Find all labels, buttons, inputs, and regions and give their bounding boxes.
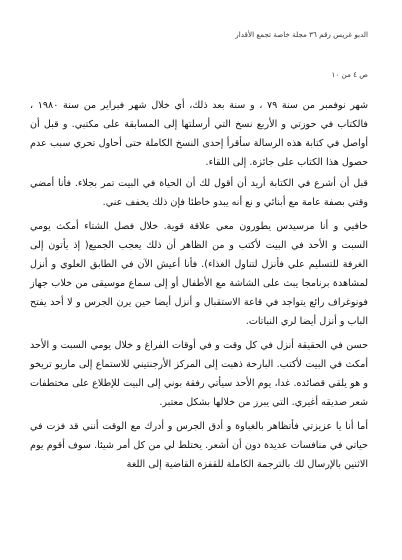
paragraph-2: قبل أن أشرع في الكتابة أريد أن أقول لك أن الحياة في البيت تمر بجلاء. فأنا أمضي وقتي بصفة عامة مع أبنائي و نع أنه يبدو خاطئا فإن ذلك يخفف عني.: [30, 178, 368, 208]
letter-body: [30, 96, 368, 474]
paragraph-4: حسن في الحقيقة أنزل في كل وقت و في أوقات الفراغ و خلال يومي السبت و الأحد أمكث في البيت لأكتب. البارحة ذهبت إلى المركز الأرجنتيني للاستماع إلى ماريو تريخو و هو يلقي قصائده. غدا، يوم الأحد سيأتي رفقة بوني إلى البيت للإطلاع على مختطفات شعر صديقه أغيري. التي يبرز من خلالها بشكل معتبر.: [30, 340, 368, 408]
paragraph-1: شهر نوفمبر من سنة ٧٩ ، و سنة بعد ذلك، أي خلال شهر فبراير من سنة ١٩٨٠ ، فالكتاب في حوزتي و الأربع نسخ التي أرسلتها إلى المسابقة على مكتبي. و قبل أن أواصل في كتابة هذه الرسالة سأقرأ إحدى النسخ الكاملة حتى أحاول تحري سبب عدم حصول هذا الكتاب على جائزة. إلى اللقاء.: [30, 100, 368, 168]
page-number: ص ٤ من ١٠: [331, 70, 368, 79]
running-header: الدبو غريس رقم ٣٦ مجلة خاصة تجمع الأقدار: [235, 30, 368, 39]
paragraph-5: أما أنا يا عزيزتي فأتظاهر بالغباوة و أدق الجرس و أدرك مع الوقت أنني قد فزت في حياتي في منافسات عديدة دون أن أشعر. يختلط لي من كل أمر شيئا. سوف أقوم يوم الاثنين بالإرسال لك بالترجمة الكاملة للقفزة القاضية إلى اللغة: [30, 421, 368, 470]
paragraph-3: خافيي و أنا مرسيدس يطورون معي علاقة قوية. خلال فصل الشتاء أمكث يومي السبت و الأحد في البيت لأكتب و من الظاهر أن ذلك يعجب الجميع( إذ يأتون إلى الغرفة للتسليم علي فأنزل لتناول الغذاء). فأنا أعيش الآن في الطابق العلوي و أنزل لمشاهدة برنامجا يبث على الشاشة مع الأطفال أو إلى سماع موسيقى من خلاب جهاز فونوغراف رائع يتواجد في قاعة الاستقبال و أنزل أيضا حين يرن الجرس و لا أحد يفتح الباب و أنزل أيضا لري النباتات.: [30, 221, 368, 327]
